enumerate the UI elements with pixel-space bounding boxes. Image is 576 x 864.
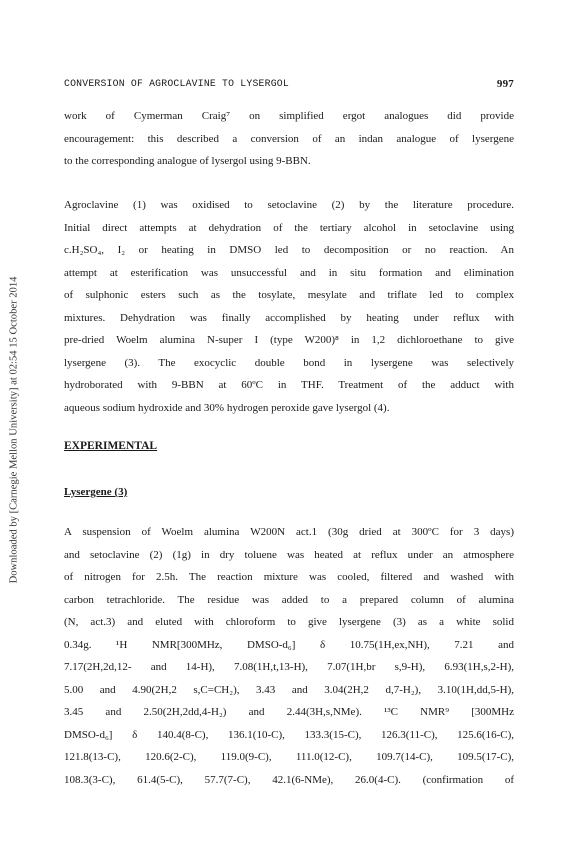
running-title: CONVERSION OF AGROCLAVINE TO LYSERGOL <box>64 78 289 89</box>
body-paragraph <box>64 194 514 419</box>
text-line: A suspension of Woelm alumina W200N act.1 (30g dried at 300ºC for 3 days) <box>64 526 514 538</box>
compound-subheading: Lysergene (3) <box>64 486 128 498</box>
text-line: 3.45 and 2.50(2H,2dd,4-H₂) and 2.44(3H,s,NMe). ¹³C NMR⁹ [300MHz <box>64 706 514 718</box>
running-header <box>64 78 514 90</box>
text-line: c.H₂SO₄, I₂ or heating in DMSO led to decomposition or no reaction. An <box>64 244 514 256</box>
text-line: DMSO-d₆] δ 140.4(8-C), 136.1(10-C), 133.3(15-C), 126.3(11-C), 125.6(16-C), <box>64 728 514 741</box>
text-line: lysergene (3). The exocyclic double bond in lysergene was selectively <box>64 356 514 369</box>
text-line: 108.3(3-C), 61.4(5-C), 57.7(7-C), 42.1(6-NMe), 26.0(4-C). (confirmation of <box>64 773 514 786</box>
text-line: and setoclavine (2) (1g) in dry toluene was heated at reflux under an atmosphere <box>64 548 514 561</box>
text-line: work of Cymerman Craig⁷ on simplified ergot analogues did provide <box>64 110 514 122</box>
text-line: Agroclavine (1) was oxidised to setoclavine (2) by the literature procedure. <box>64 199 514 211</box>
text-line: 7.17(2H,2d,12- and 14-H), 7.08(1H,t,13-H), 7.07(1H,br s,9-H), 6.93(1H,s,2-H), <box>64 661 514 673</box>
text-line: attempt at esterification was unsuccessful and in situ formation and elimination <box>64 266 514 279</box>
intro-paragraph <box>64 105 514 173</box>
text-line: 121.8(13-C), 120.6(2-C), 119.0(9-C), 111.0(12-C), 109.7(14-C), 109.5(17-C), <box>64 751 514 763</box>
text-line: hydroborated with 9-BBN at 60ºC in THF. Treatment of the adduct with <box>64 379 514 391</box>
text-line: 0.34g. ¹H NMR[300MHz, DMSO-d₆] δ 10.75(1H,ex,NH), 7.21 and <box>64 638 514 651</box>
text-line: of sulphonic esters such as the tosylate, mesylate and triflate led to complex <box>64 289 514 301</box>
text-line: aqueous sodium hydroxide and 30% hydrogen peroxide gave lysergol (4). <box>64 401 390 414</box>
experimental-heading: EXPERIMENTAL <box>64 440 158 452</box>
page-number: 997 <box>496 78 514 90</box>
text-line: carbon tetrachloride. The residue was added to a prepared column of alumina <box>64 593 514 606</box>
text-line: 5.00 and 4.90(2H,2 s,C=CH₂), 3.43 and 3.04(2H,2 d,7-H₂), 3.10(1H,dd,5-H), <box>64 683 514 696</box>
text-line: encouragement: this described a conversion of an indan analogue of lysergene <box>64 132 514 145</box>
text-line: Initial direct attempts at dehydration of the tertiary alcohol in setoclavine using <box>64 221 514 234</box>
text-line: to the corresponding analogue of lysergol using 9-BBN. <box>64 155 311 167</box>
text-line: of nitrogen for 2.5h. The reaction mixture was cooled, filtered and washed with <box>64 571 514 583</box>
text-line: mixtures. Dehydration was finally accomplished by heating under reflux with <box>64 311 514 324</box>
download-watermark <box>0 0 28 864</box>
text-line: (N, act.3) and eluted with chloroform to give lysergene (3) as a white solid <box>64 616 514 628</box>
experimental-paragraph <box>64 521 514 791</box>
text-line: pre-dried Woelm alumina N-super I (type W200)⁸ in 1,2 dichloroethane to give <box>64 334 514 346</box>
download-note: Downloaded by [Carnegie Mellon University] at 02:54 15 October 2014 <box>8 276 20 584</box>
